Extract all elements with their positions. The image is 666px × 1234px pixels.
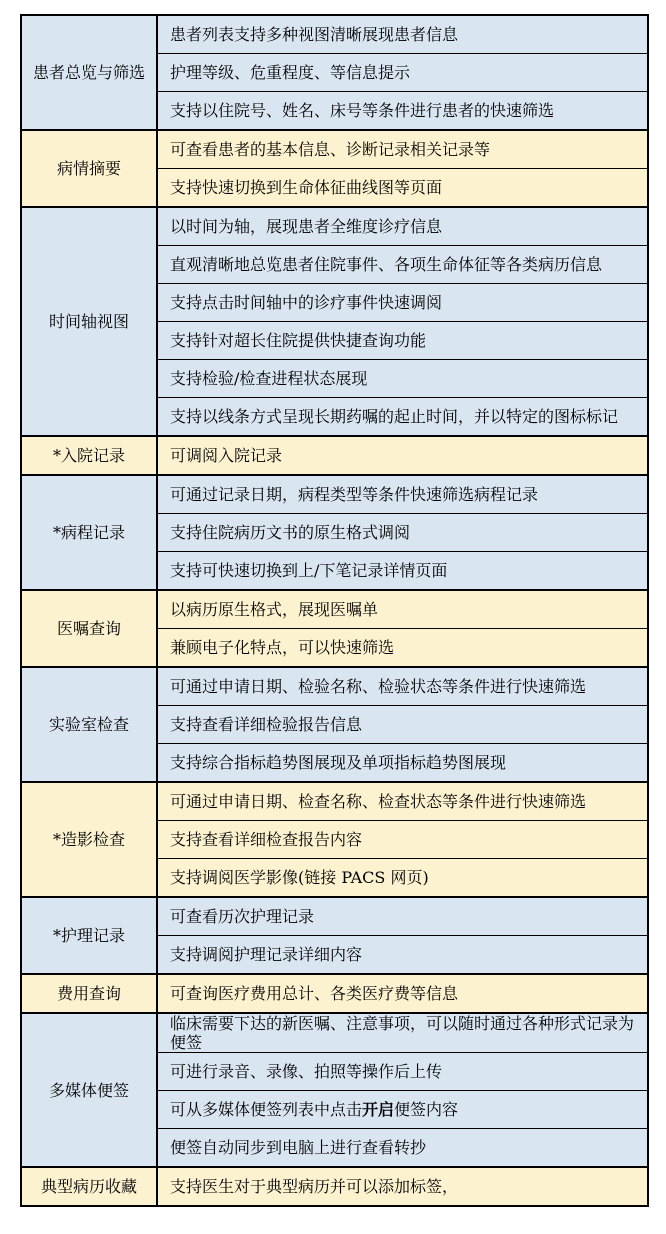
feature-cell: 支持住院病历文书的原生格式调阅	[157, 514, 648, 552]
table-row	[21, 667, 648, 706]
feature-cell: 支持可快速切换到上/下笔记录详情页面	[157, 552, 648, 591]
feature-cell: 可调阅入院记录	[157, 436, 648, 475]
feature-cell: 兼顾电子化特点，可以快速筛选	[157, 629, 648, 668]
table-row	[21, 1013, 648, 1053]
table-row	[21, 974, 648, 1013]
table-row	[21, 475, 648, 514]
feature-cell: 以病历原生格式，展现医嘱单	[157, 590, 648, 629]
feature-table	[20, 14, 649, 1207]
table-row	[21, 1167, 648, 1206]
feature-cell: 可通过申请日期、检验名称、检验状态等条件进行快速筛选	[157, 667, 648, 706]
category-cell: *护理记录	[21, 897, 157, 974]
feature-cell: 支持调阅医学影像(链接 PACS 网页)	[157, 859, 648, 898]
feature-cell: 支持以住院号、姓名、床号等条件进行患者的快速筛选	[157, 92, 648, 131]
category-cell: 时间轴视图	[21, 207, 157, 436]
feature-cell: 患者列表支持多种视图清晰展现患者信息	[157, 15, 648, 54]
category-cell: 实验室检查	[21, 667, 157, 782]
feature-cell: 支持检验/检查进程状态展现	[157, 360, 648, 398]
feature-text-bold: 开启	[362, 1100, 395, 1120]
feature-cell: 支持查看详细检查报告内容	[157, 821, 648, 859]
table-row	[21, 15, 648, 54]
feature-cell	[157, 1091, 648, 1129]
feature-cell: 支持针对超长住院提供快捷查询功能	[157, 322, 648, 360]
feature-cell: 支持医生对于典型病历并可以添加标签，	[157, 1167, 648, 1206]
feature-cell: 临床需要下达的新医嘱、注意事项，可以随时通过各种形式记录为便签	[157, 1013, 648, 1053]
feature-cell: 以时间为轴，展现患者全维度诊疗信息	[157, 207, 648, 246]
feature-cell: 便签自动同步到电脑上进行查看转抄	[157, 1129, 648, 1168]
feature-text-post: 便签内容	[394, 1100, 459, 1120]
table-row	[21, 782, 648, 821]
table-row	[21, 130, 648, 169]
feature-cell: 支持快速切换到生命体征曲线图等页面	[157, 169, 648, 208]
feature-cell: 支持点击时间轴中的诊疗事件快速调阅	[157, 284, 648, 322]
feature-cell: 可通过申请日期、检查名称、检查状态等条件进行快速筛选	[157, 782, 648, 821]
feature-cell: 可查看历次护理记录	[157, 897, 648, 936]
table-row	[21, 897, 648, 936]
feature-cell: 支持查看详细检验报告信息	[157, 706, 648, 744]
feature-cell: 可进行录音、录像、拍照等操作后上传	[157, 1053, 648, 1091]
category-cell: 病情摘要	[21, 130, 157, 207]
feature-cell: 可查看患者的基本信息、诊断记录相关记录等	[157, 130, 648, 169]
feature-cell: 支持综合指标趋势图展现及单项指标趋势图展现	[157, 744, 648, 783]
feature-text-pre: 可从多媒体便签列表中点击	[170, 1100, 363, 1120]
category-cell: 患者总览与筛选	[21, 15, 157, 130]
category-cell: *病程记录	[21, 475, 157, 590]
feature-cell: 支持调阅护理记录详细内容	[157, 936, 648, 975]
category-cell: *入院记录	[21, 436, 157, 475]
category-cell: 费用查询	[21, 974, 157, 1013]
feature-cell: 可通过记录日期，病程类型等条件快速筛选病程记录	[157, 475, 648, 514]
category-cell: 典型病历收藏	[21, 1167, 157, 1206]
table-row	[21, 590, 648, 629]
category-cell: *造影检查	[21, 782, 157, 897]
feature-cell: 支持以线条方式呈现长期药嘱的起止时间，并以特定的图标标记	[157, 398, 648, 437]
feature-cell: 可查询医疗费用总计、各类医疗费等信息	[157, 974, 648, 1013]
category-cell: 多媒体便签	[21, 1013, 157, 1167]
feature-cell: 护理等级、危重程度、等信息提示	[157, 54, 648, 92]
table-row	[21, 436, 648, 475]
table-row	[21, 207, 648, 246]
category-cell: 医嘱查询	[21, 590, 157, 667]
feature-cell: 直观清晰地总览患者住院事件、各项生命体征等各类病历信息	[157, 246, 648, 284]
